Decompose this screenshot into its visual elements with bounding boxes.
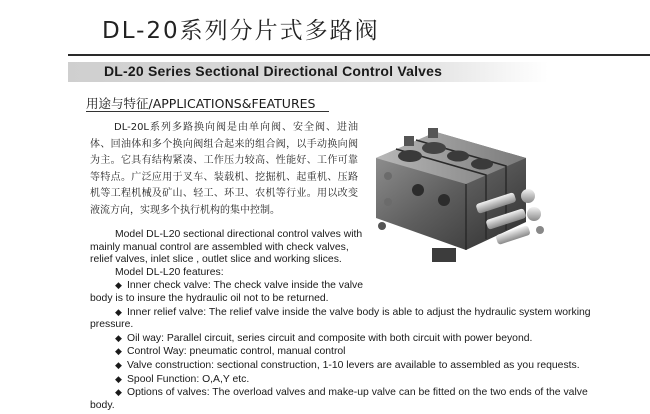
- feature-text: Inner check valve: The check valve inside the valve: [127, 280, 364, 292]
- feature-text: Control Way: pneumatic control, manual control: [127, 346, 346, 358]
- feature-item: [90, 306, 610, 320]
- description-en: [90, 229, 610, 412]
- feature-item: [90, 373, 610, 387]
- section-heading: 用途与特征/APPLICATIONS&FEATURES: [86, 96, 316, 111]
- diamond-bullet-icon: ◆: [115, 359, 122, 370]
- feature-item: [90, 345, 610, 359]
- section-underline: [86, 111, 329, 112]
- diamond-bullet-icon: ◆: [115, 346, 122, 357]
- diamond-bullet-icon: ◆: [115, 373, 122, 384]
- feature-text: Oil way: Parallel circuit, series circuit and composite with both circuit with power beyond.: [127, 332, 533, 344]
- intro-line: Model DL-L20 sectional directional control valves with: [115, 229, 363, 240]
- feature-continuation: body.: [90, 399, 115, 411]
- feature-text: Inner relief valve: The relief valve inside the valve body is able to adjust the hydraulic system working: [127, 306, 591, 318]
- diamond-bullet-icon: ◆: [115, 387, 122, 398]
- intro-line: mainly manual control are assembled with check valves,: [90, 241, 349, 253]
- description-cn-text: DL-20L系列多路换向阀是由单向阀、安全阀、进油体、回油体和多个换向阀组合起来的组合阀，以手动换向阀为主。它具有结构紧凑、工作压力较高、性能好、工作可靠等特点。广泛应用于叉车、装载机、挖掘机、起重机、压路机等工程机械及矿山、轻工、环卫、农机等行业。用以改变液流方向，实现多个执行机构的集中控制。: [90, 122, 358, 216]
- diamond-bullet-icon: ◆: [115, 332, 122, 343]
- diamond-bullet-icon: ◆: [115, 306, 122, 317]
- diamond-bullet-icon: ◆: [115, 280, 122, 291]
- title-divider: [68, 54, 650, 56]
- features-label: Model DL-L20 features:: [115, 266, 224, 278]
- feature-item: [90, 332, 610, 346]
- feature-text: Options of valves: The overload valves and make-up valve can be fitted on the two ends of the valve: [127, 387, 588, 399]
- feature-continuation: pressure.: [90, 319, 134, 331]
- description-cn: [90, 120, 358, 219]
- intro-line: relief valves, inlet slice , outlet slice and working slices.: [90, 254, 342, 266]
- feature-text: Spool Function: O,A,Y etc.: [127, 373, 250, 385]
- feature-continuation: body is to insure the hydraulic oil not to be returned.: [90, 292, 329, 304]
- feature-item: [90, 386, 610, 400]
- feature-text: Valve construction: sectional construction, 1-10 levers are available to assembled as you requests.: [127, 359, 580, 371]
- page-title-en: DL-20 Series Sectional Directional Control Valves: [104, 63, 443, 79]
- page-title-cn: DL-20系列分片式多路阀: [102, 18, 380, 44]
- feature-item: [90, 359, 610, 373]
- feature-item: [90, 279, 610, 293]
